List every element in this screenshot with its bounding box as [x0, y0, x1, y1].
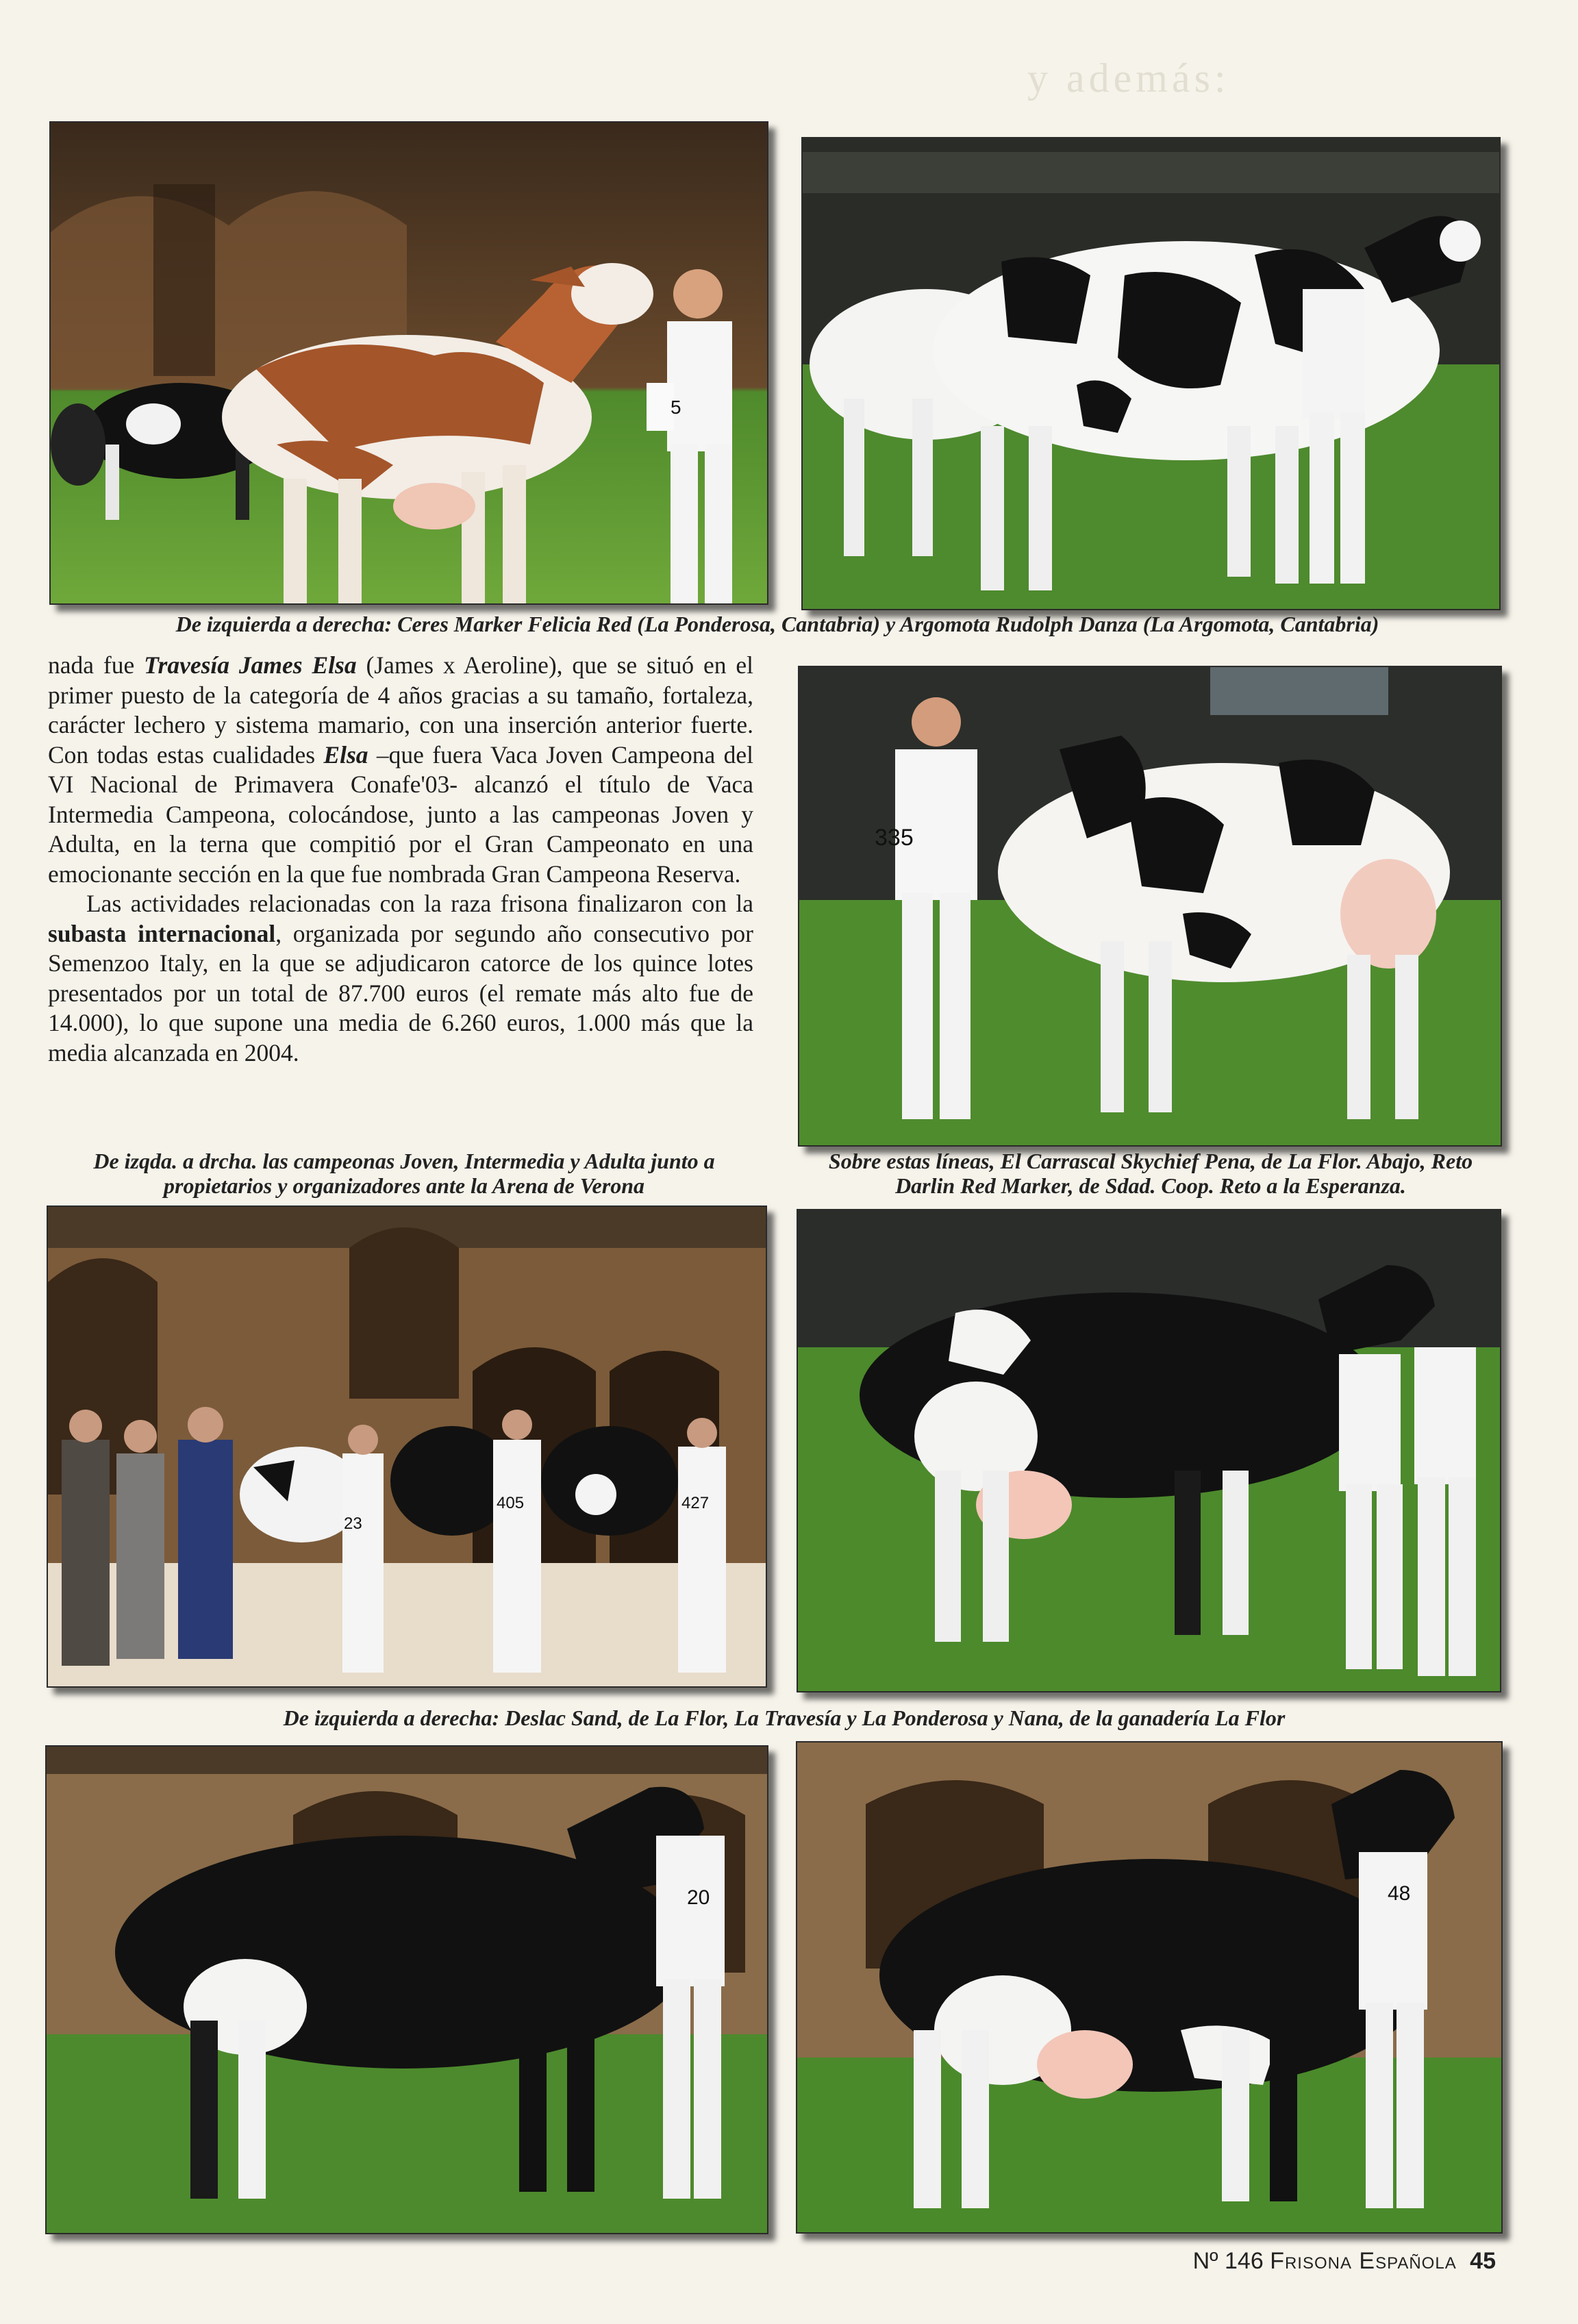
- p2-bold: subasta internacional: [48, 919, 276, 947]
- p2-b: , organizada por segundo año consecutivo por Semenzoo Italy, en la que se adjudicaron catorce de los quince lotes presentados por un total de 87.700 euros (el remate más alto fue de 14.000), lo que supone una media de 6.260 euros, 1.000 más que la media alcanzada en 2004.: [48, 919, 753, 1066]
- p4-number-1: 23: [344, 1514, 362, 1533]
- photo-red-white-cow: [49, 121, 768, 605]
- photo-black-cow-handlers: [797, 1209, 1501, 1692]
- p6-number: 20: [687, 1886, 710, 1909]
- article-paragraph-1: [48, 651, 753, 889]
- faint-header-fragment: y además:: [1027, 55, 1230, 101]
- p1-c: –que fuera Vaca Joven Campeona del VI Nacional de Primavera Conafe'03- alcanzó el título de Vaca Intermedia Campeona, colocándose, junto a las campeonas Joven y Adulta, en la terna que compitió por el Gran Campeonato en una emocionante sección en la que fue nombrada Gran Campeona Reserva.: [48, 740, 753, 888]
- caption-bottom: De izquierda a derecha: Deslac Sand, de La Flor, La Travesía y La Ponderosa y Nana, de la ganadería La Flor: [283, 1705, 1286, 1730]
- page-folio: [1193, 2248, 1496, 2275]
- p4-number-2: 405: [497, 1494, 525, 1512]
- photo-champions-group: [47, 1205, 767, 1688]
- folio-issue: Nº 146: [1192, 2248, 1264, 2274]
- p3-number: 335: [875, 825, 914, 851]
- photo-black-white-cow-335: [798, 666, 1502, 1147]
- p1-em1: Travesía James Elsa: [144, 651, 357, 679]
- folio-page-number: 45: [1470, 2248, 1496, 2274]
- folio-magazine: Frisona Española: [1270, 2248, 1457, 2274]
- p1-a: nada fue: [48, 651, 145, 679]
- caption-mid-right: Sobre estas líneas, El Carrascal Skychief Pena, de La Flor. Abajo, Reto Darlin Red Marker, de Sdad. Coop. Reto a la Esperanza.: [828, 1149, 1473, 1198]
- p2-a: Las actividades relacionadas con la raza frisona finalizaron con la: [86, 890, 753, 917]
- p1-b: (James x Aeroline), que se situó en el primer puesto de la categoría de 4 años gracias a su tamaño, fortaleza, carácter lechero y sistema mamario, con una inserción anterior fuerte. Con todas estas cualidades: [48, 651, 753, 769]
- photo-black-white-cow-1: [801, 137, 1501, 610]
- p7-number: 48: [1388, 1882, 1411, 1905]
- article-body: [48, 651, 753, 1068]
- caption-top: De izquierda a derecha: Ceres Marker Felicia Red (La Ponderosa, Cantabria) y Argomota Rudolph Danza (La Argomota, Cantabria): [175, 612, 1379, 636]
- photo-black-cow-20: [45, 1745, 768, 2234]
- article-paragraph-2: [48, 889, 753, 1068]
- p4-number-3: 427: [681, 1494, 710, 1512]
- p1-number: 5: [671, 397, 681, 418]
- p1-em2: Elsa: [323, 740, 368, 769]
- photo-black-white-cow-48: [796, 1741, 1503, 2234]
- caption-mid-left: De izqda. a drcha. las campeonas Joven, Intermedia y Adulta junto a propietarios y organizadores ante la Arena de Verona: [93, 1149, 715, 1198]
